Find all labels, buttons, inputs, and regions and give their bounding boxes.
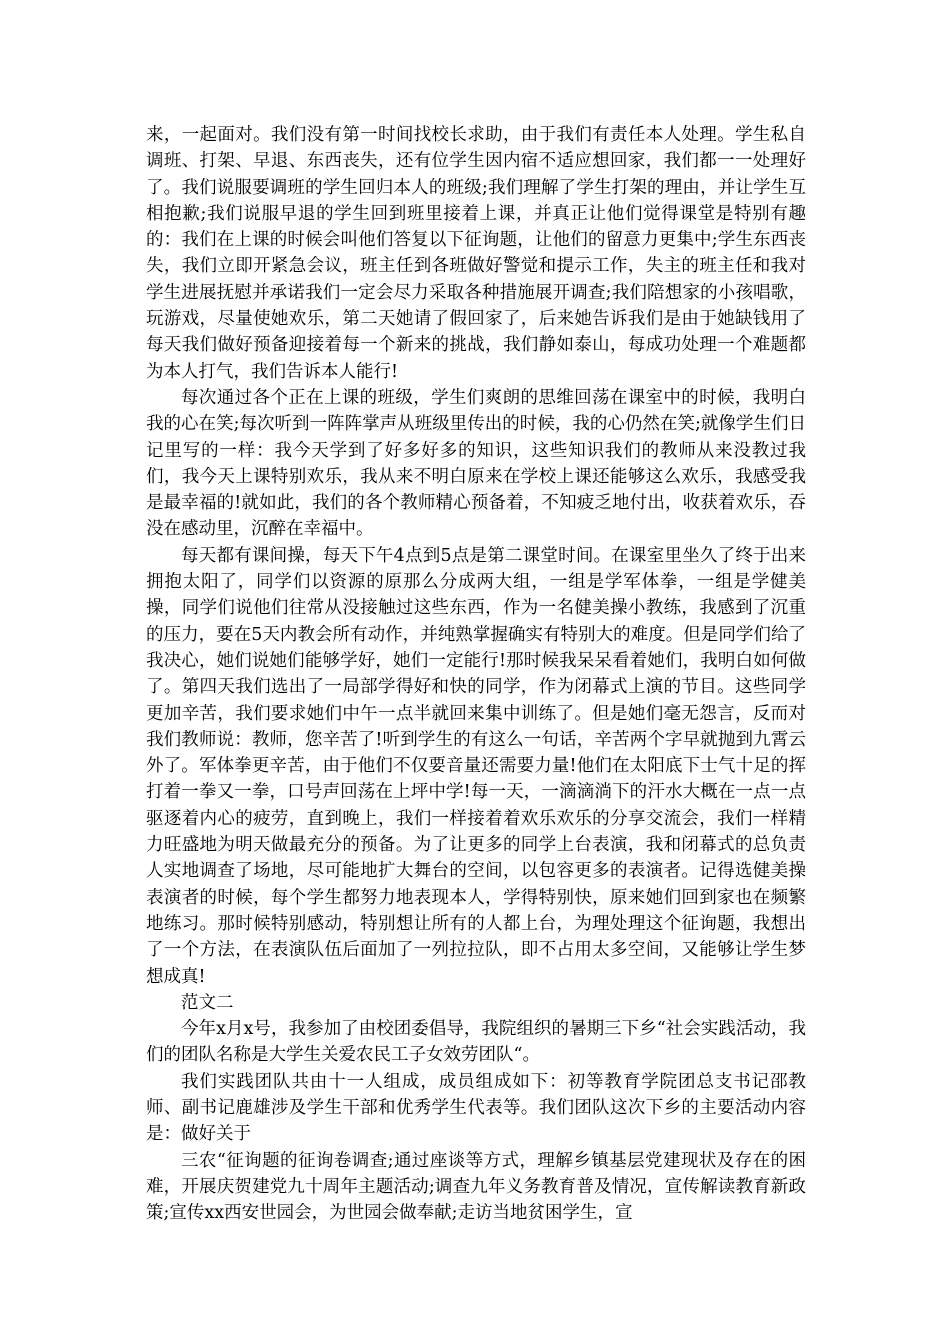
paragraph-5: 我们实践团队共由十一人组成，成员组成如下：初等教育学院团总支书记邵教师、副书记鹿雄涉及学生干部和优秀学生代表等。我们团队这次下乡的主要活动内容是：做好关于 [146, 1071, 806, 1145]
document-body [146, 122, 806, 1226]
paragraph-2: 每次通过各个正在上课的班级，学生们爽朗的思维回荡在课室中的时候，我明白我的心在笑;每次听到一阵阵掌声从班级里传出的时候，我的心仍然在笑;就像学生们日记里写的一样：我今天学到了好多好多的知识，这些知识我们的教师从来没教过我们，我今天上课特别欢乐，我从来不明白原来在学校上课还能够这么欢乐，我感受我是最幸福的!就如此，我们的各个教师精心预备着，不知疲乏地付出，收获着欢乐，吞没在感动里，沉醉在幸福中。 [146, 387, 806, 540]
paragraph-4: 今年x月x号，我参加了由校团委倡导，我院组织的暑期三下乡“社会实践活动，我们的团队名称是大学生关爱农民工子女效劳团队“。 [146, 1019, 806, 1066]
paragraph-6: 三农“征询题的征询卷调查;通过座谈等方式，理解乡镇基层党建现状及存在的困难，开展庆贺建党九十周年主题活动;调查九年义务教育普及情况，宣传解读教育新政策;宣传xx西安世园会，为世园会做奉献;走访当地贫困学生，宣 [146, 1150, 806, 1224]
paragraph-3: 每天都有课间操，每天下午4点到5点是第二课堂时间。在课室里坐久了终于出来拥抱太阳了，同学们以资源的原那么分成两大组，一组是学军体拳，一组是学健美操，同学们说他们往常从没接触过这些东西，作为一名健美操小教练，我感到了沉重的压力，要在5天内教会所有动作，并纯熟掌握确实有特别大的难度。但是同学们给了我决心，她们说她们能够学好，她们一定能行!那时候我呆呆看着她们，我明白如何做了。第四天我们选出了一局部学得好和快的同学，作为闭幕式上演的节目。这些同学更加辛苦，我们要求她们中午一点半就回来集中训练了。但是她们毫无怨言，反而对我们教师说：教师，您辛苦了!听到学生的有这么一句话，辛苦两个字早就抛到九霄云外了。军体拳更辛苦，由于他们不仅要音量还需要力量!他们在太阳底下士气十足的挥打着一拳又一拳，口号声回荡在上坪中学!每一天，一滴滴淌下的汗水大概在一点一点驱逐着内心的疲劳，直到晚上，我们一样接着着欢乐欢乐的分享交流会，我们一样精力旺盛地为明天做最充分的预备。为了让更多的同学上台表演，我和闭幕式的总负责人实地调查了场地，尽可能地扩大舞台的空间，以包容更多的表演者。记得选健美操表演者的时候，每个学生都努力地表现本人，学得特别快，原来她们回到家也在频繁地练习。那时候特别感动，特别想让所有的人都上台，为理处理这个征询题，我想出了一个方法，在表演队伍后面加了一列拉拉队，即不占用太多空间，又能够让学生梦想成真! [146, 545, 806, 987]
section-heading-fanwen-er: 范文二 [181, 992, 234, 1013]
paragraph-1: 来，一起面对。我们没有第一时间找校长求助，由于我们有责任本人处理。学生私自调班、打架、早退、东西丧失，还有位学生因内宿不适应想回家，我们都一一处理好了。我们说服要调班的学生回归本人的班级;我们理解了学生打架的理由，并让学生互相抱歉;我们说服早退的学生回到班里接着上课，并真正让他们觉得课堂是特别有趣的：我们在上课的时候会叫他们答复以下征询题，让他们的留意力更集中;学生东西丧失，我们立即开紧急会议，班主任到各班做好警觉和提示工作，失主的班主任和我对学生进展抚慰并承诺我们一定会尽力采取各种措施展开调查;我们陪想家的小孩唱歌，玩游戏，尽量使她欢乐，第二天她请了假回家了，后来她告诉我们是由于她缺钱用了每天我们做好预备迎接着每一个新来的挑战，我们静如泰山，每成功处理一个难题都为本人打气，我们告诉本人能行! [146, 125, 806, 382]
